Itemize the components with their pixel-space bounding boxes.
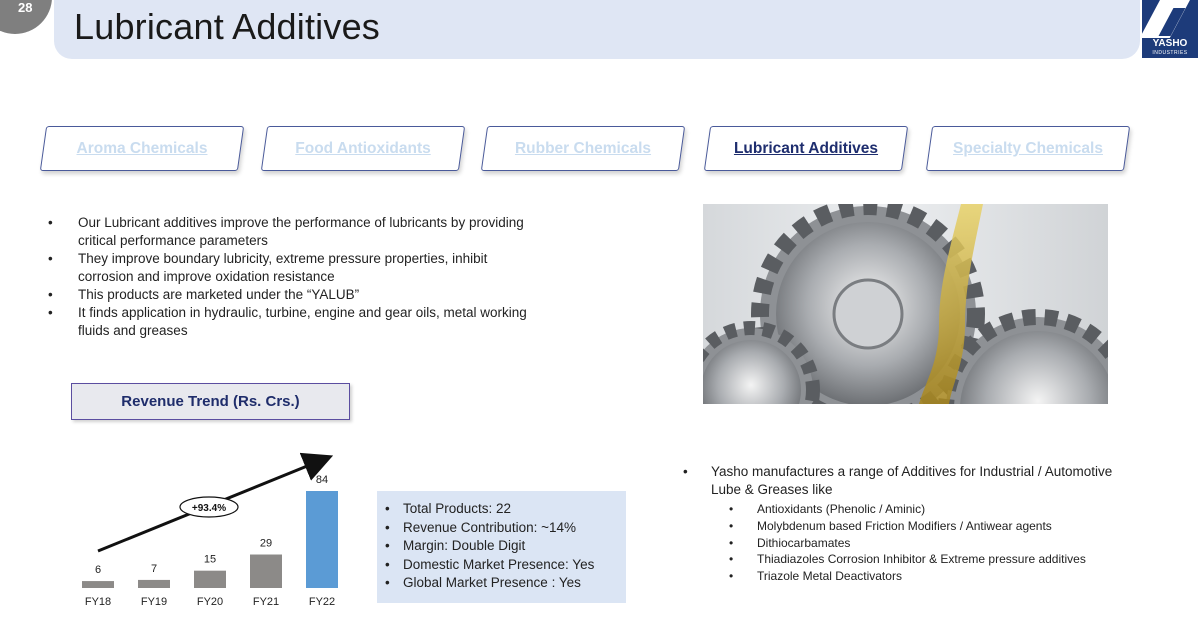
bar-value-label: 84	[315, 474, 329, 486]
title-bar	[54, 0, 1140, 59]
logo-subtitle: INDUSTRIES	[1152, 50, 1188, 56]
additive-item: • Thiadiazoles Corrosion Inhibitor & Extreme pressure additives	[683, 551, 1143, 568]
tab-aroma-chemicals[interactable]	[43, 126, 241, 171]
additive-item: • Molybdenum based Friction Modifiers / Antiwear agents	[683, 518, 1143, 535]
bar-value-label: 6	[94, 564, 102, 577]
bar-fy21	[250, 555, 282, 588]
bullet-item: • It finds application in hydraulic, turbine, engine and gear oils, metal working fluids and greases	[48, 304, 528, 340]
bar-value-label: 15	[203, 553, 217, 566]
additives-lead: • Yasho manufactures a range of Additives for Industrial / Automotive Lube & Greases like	[683, 463, 1143, 499]
tab-label: Specialty Chemicals	[953, 140, 1103, 157]
x-tick-label: FY21	[252, 596, 280, 608]
bullet-item: • Our Lubricant additives improve the performance of lubricants by providing critical performance parameters	[48, 214, 528, 250]
description-bullets	[48, 214, 528, 340]
stat-item: • Revenue Contribution: ~14%	[385, 519, 626, 538]
tab-label: Food Antioxidants	[295, 140, 431, 157]
tab-label: Aroma Chemicals	[76, 140, 208, 157]
tab-label: Lubricant Additives	[733, 140, 879, 157]
additives-list	[683, 463, 1143, 585]
bullet-item: • They improve boundary lubricity, extreme pressure properties, inhibit corrosion and improve oxidation resistance	[48, 250, 528, 286]
stat-item: • Total Products: 22	[385, 500, 626, 519]
tab-food-antioxidants[interactable]	[264, 126, 462, 171]
bullet-item: • This products are marketed under the “YALUB”	[48, 286, 528, 304]
bar-value-label: 29	[259, 537, 273, 550]
x-tick-label: FY18	[84, 596, 112, 608]
page-title: Lubricant Additives	[74, 6, 380, 47]
x-tick-label: FY22	[308, 596, 336, 608]
tab-specialty-chemicals[interactable]	[929, 126, 1127, 171]
bar-fy18	[82, 581, 114, 588]
stat-item: • Margin: Double Digit	[385, 537, 626, 556]
revenue-trend-heading: Revenue Trend (Rs. Crs.)	[71, 383, 350, 420]
revenue-bar-chart	[60, 450, 360, 615]
page-number-badge	[0, 0, 52, 34]
growth-annotation	[180, 497, 238, 517]
bar-fy20	[194, 571, 226, 588]
company-logo	[1142, 0, 1198, 58]
gears-oil-image	[703, 204, 1108, 404]
x-tick-label: FY19	[140, 596, 168, 608]
additive-item: • Triazole Metal Deactivators	[683, 568, 1143, 585]
growth-annotation-text: +93.4%	[191, 503, 227, 514]
stat-item: • Global Market Presence : Yes	[385, 574, 626, 593]
tab-rubber-chemicals[interactable]	[484, 126, 682, 171]
bar-fy19	[138, 580, 170, 588]
x-tick-label: FY20	[196, 596, 224, 608]
additive-item: • Antioxidants (Phenolic / Aminic)	[683, 501, 1143, 518]
bar-value-label: 7	[150, 562, 158, 575]
tab-label: Rubber Chemicals	[514, 140, 652, 157]
logo-name: YASHO	[1152, 38, 1188, 49]
additive-item: • Dithiocarbamates	[683, 535, 1143, 552]
page-number: 28	[18, 0, 33, 15]
stat-item: • Domestic Market Presence: Yes	[385, 556, 626, 575]
stats-panel	[377, 491, 626, 603]
bar-fy22	[306, 491, 338, 588]
tab-lubricant-additives[interactable]	[707, 126, 905, 171]
